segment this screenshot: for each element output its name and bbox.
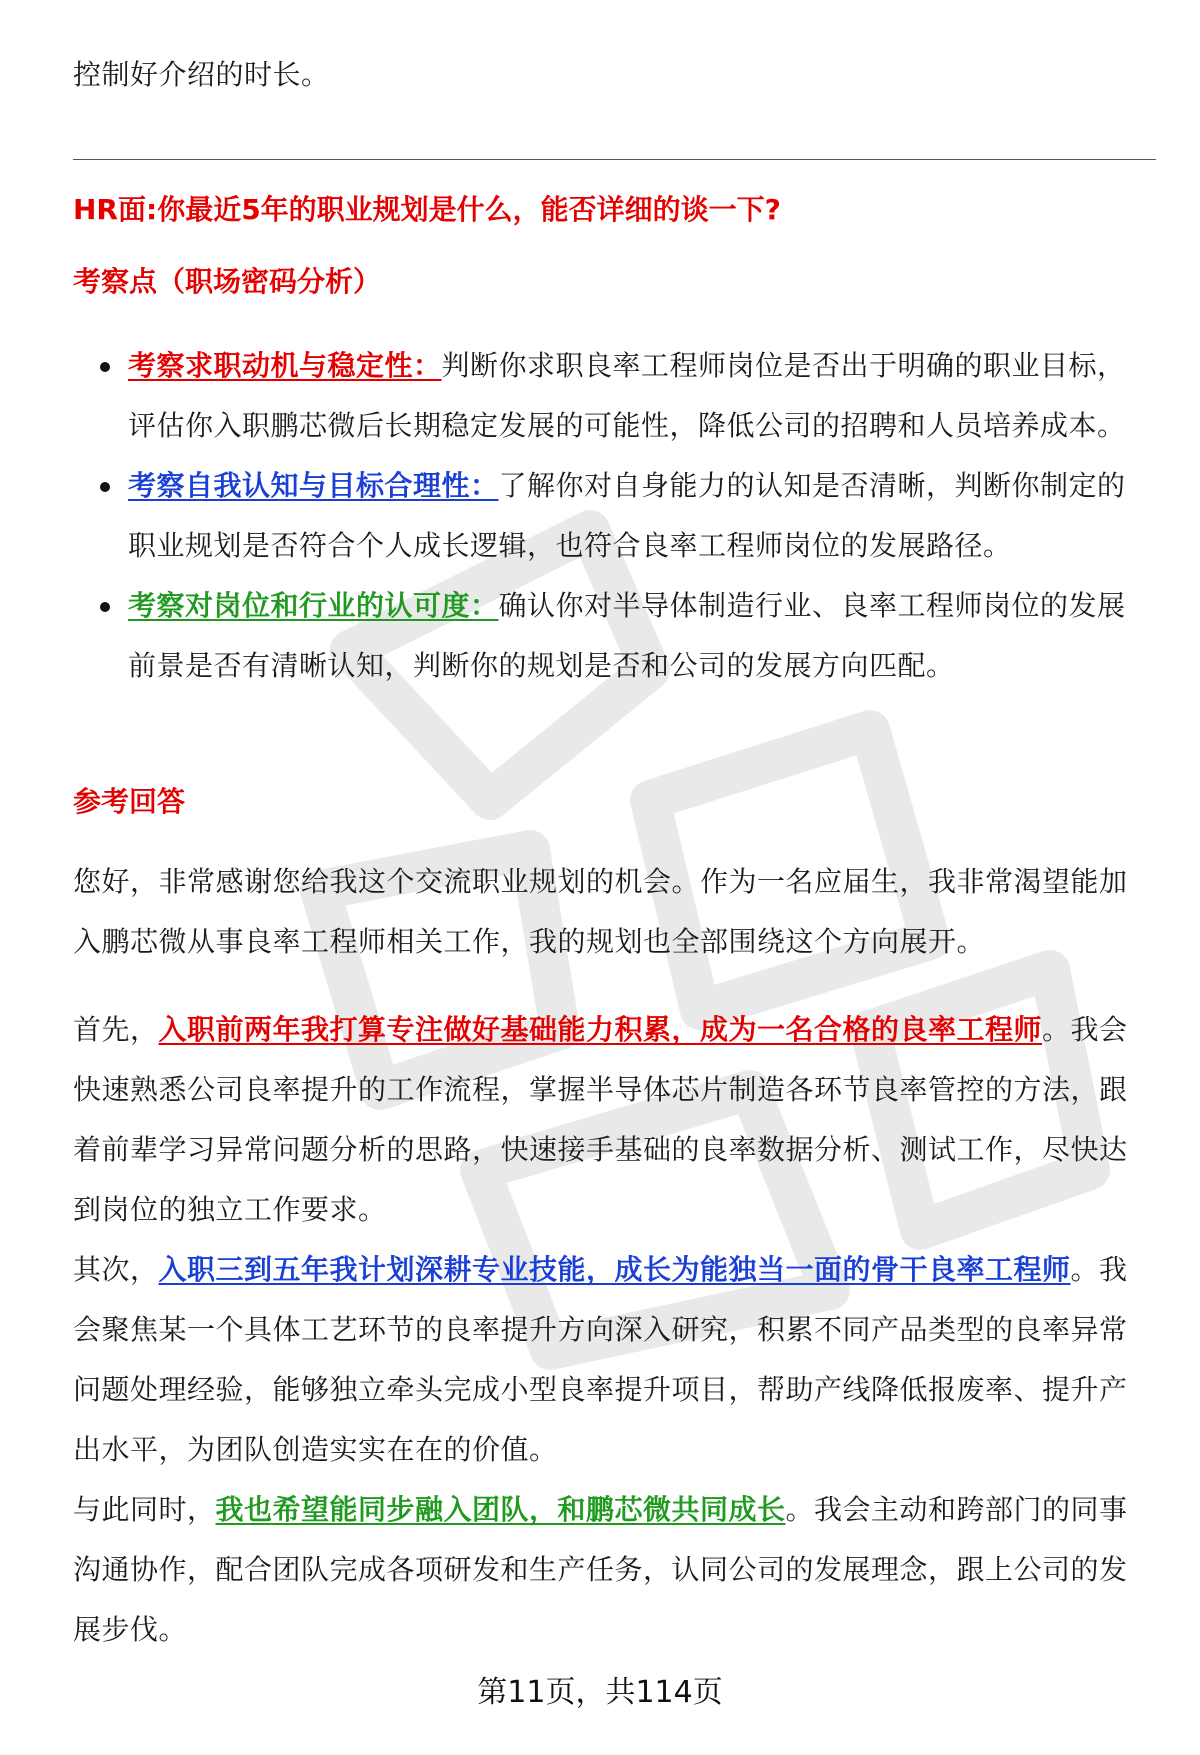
answer-paragraph-2: [73, 1240, 1153, 1480]
assessment-point: [73, 456, 1153, 576]
assessment-points-list: [73, 336, 1153, 696]
p1-highlight: 入职前两年我打算专注做好基础能力积累，成为一名合格的良率工程师: [158, 1013, 1043, 1046]
question-heading: HR面:你最近5年的职业规划是什么，能否详细的谈一下?: [73, 193, 781, 226]
p3-rest: 。我会主动和跨部门的同事沟通协作，配合团队完成各项研发和生产任务，认同公司的发展理念，跟上公司的发展步伐。: [73, 1493, 1128, 1646]
intro-tail-text: 控制好介绍的时长。: [73, 58, 330, 91]
point-label: 考察自我认知与目标合理性：: [128, 469, 499, 502]
p3-prefix: 与此同时，: [73, 1493, 216, 1526]
point-text: 确认你对半导体制造行业、良率工程师岗位的发展前景是否有清晰认知，判断你的规划是否和公司的发展方向匹配。: [128, 589, 1126, 682]
point-label: 考察求职动机与稳定性：: [128, 349, 442, 382]
page-footer: 第11页，共114页: [477, 1675, 723, 1710]
point-text: 判断你求职良率工程师岗位是否出于明确的职业目标，评估你入职鹏芯微后长期稳定发展的可能性，降低公司的招聘和人员培养成本。: [128, 349, 1126, 442]
section-divider: [73, 159, 1156, 160]
answer-heading: 参考回答: [73, 785, 186, 818]
p2-prefix: 其次，: [73, 1253, 159, 1286]
points-heading: 考察点（职场密码分析）: [73, 265, 382, 298]
point-label: 考察对岗位和行业的认可度：: [128, 589, 499, 622]
answer-paragraph-1: [73, 1000, 1153, 1240]
p3-highlight: 我也希望能同步融入团队，和鹏芯微共同成长: [215, 1493, 786, 1526]
bullet-icon: [100, 482, 110, 492]
p1-rest: 。我会快速熟悉公司良率提升的工作流程，掌握半导体芯片制造各环节良率管控的方法，跟着前辈学习异常问题分析的思路，快速接手基础的良率数据分析、测试工作，尽快达到岗位的独立工作要求。: [73, 1013, 1128, 1226]
point-text: 了解你对自身能力的认知是否清晰，判断你制定的职业规划是否符合个人成长逻辑，也符合良率工程师岗位的发展路径。: [128, 469, 1126, 562]
bullet-icon: [100, 602, 110, 612]
assessment-point: [73, 336, 1153, 456]
assessment-point: [73, 576, 1153, 696]
bullet-icon: [100, 362, 110, 372]
p2-rest: 。我会聚焦某一个具体工艺环节的良率提升方向深入研究，积累不同产品类型的良率异常问题处理经验，能够独立牵头完成小型良率提升项目，帮助产线降低报废率、提升产出水平，为团队创造实实在在的价值。: [73, 1253, 1128, 1466]
p1-prefix: 首先，: [73, 1013, 159, 1046]
answer-paragraph-3: [73, 1480, 1153, 1660]
p2-highlight: 入职三到五年我计划深耕专业技能，成长为能独当一面的骨干良率工程师: [158, 1253, 1071, 1286]
answer-opening: 您好，非常感谢您给我这个交流职业规划的机会。作为一名应届生，我非常渴望能加入鹏芯微从事良率工程师相关工作，我的规划也全部围绕这个方向展开。: [73, 865, 1128, 958]
